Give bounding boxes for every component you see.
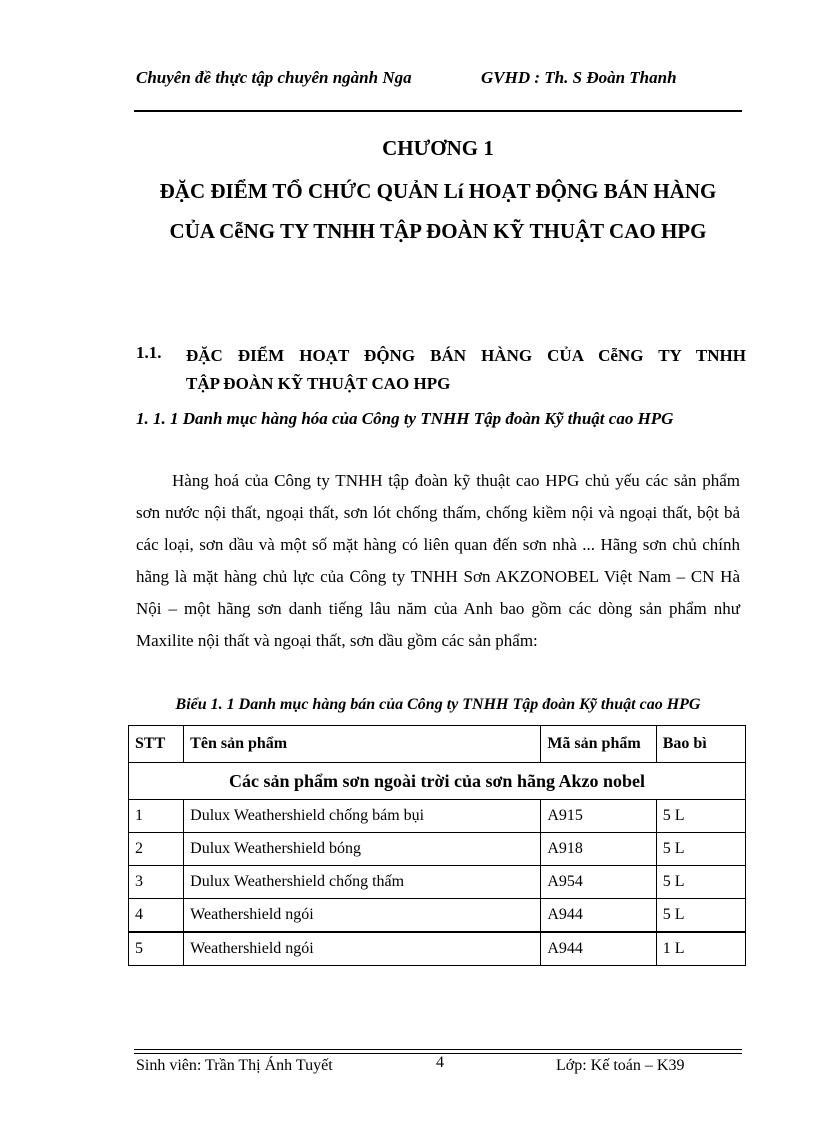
cell-product-name: Weathershield ngói [184, 899, 541, 933]
cell-packaging: 5 L [656, 899, 745, 933]
section-title-line2: TẬP ĐOÀN KỸ THUẬT CAO HPG [186, 374, 451, 393]
cell-stt: 5 [129, 932, 184, 966]
footer-class: Lớp: Kế toán – K39 [556, 1057, 685, 1074]
cell-product-code: A915 [541, 800, 656, 833]
cell-product-name: Dulux Weathershield chống bám bụi [184, 800, 541, 833]
table-row [129, 866, 746, 899]
header-packaging: Bao bì [656, 726, 745, 763]
footer-divider [134, 1049, 742, 1050]
header-product-name: Tên sản phẩm [184, 726, 541, 763]
page-number: 4 [436, 1054, 444, 1071]
group-label: Các sản phẩm sơn ngoài trời của sơn hãng Akzo nobel [129, 763, 746, 800]
body-paragraph: Hàng hoá của Công ty TNHH tập đoàn kỹ thuật cao HPG chủ yếu các sản phẩm sơn nước nội thất, ngoại thất, sơn lót chống thấm, chống kiềm nội và ngoại thất, bột bả các loại, sơn dầu và một số mặt hàng có liên quan đến sơn nhà ... Hãng sơn chủ chính hãng là mặt hàng chủ lực của Công ty TNHH Sơn AKZONOBEL Việt Nam – CN Hà Nội – một hãng sơn danh tiếng lâu năm của Anh bao gồm các dòng sản phẩm như Maxilite nội thất và ngoại thất, sơn dầu gồm các sản phẩm: [136, 471, 740, 650]
product-table [128, 725, 746, 966]
cell-packaging: 5 L [656, 833, 745, 866]
header-supervisor: GVHD : Th. S Đoàn Thanh [481, 68, 677, 87]
cell-stt: 3 [129, 866, 184, 899]
cell-packaging: 1 L [656, 932, 745, 966]
footer-student: Sinh viên: Trần Thị Ánh Tuyết [136, 1057, 333, 1074]
chapter-title: ĐẶC ĐIỂM TỔ CHỨC QUẢN Lí HOẠT ĐỘNG BÁN HÀNG CỦA CễNG TY TNHH TẬP ĐOÀN KỸ THUẬT CAO HPG [159, 179, 717, 243]
header-stt: STT [129, 726, 184, 763]
cell-stt: 1 [129, 800, 184, 833]
section-number: 1.1. [136, 343, 162, 362]
table-row [129, 800, 746, 833]
cell-product-name: Weathershield ngói [184, 932, 541, 966]
table-header-row [129, 726, 746, 763]
cell-product-code: A954 [541, 866, 656, 899]
table-row [129, 932, 746, 966]
section-title-line1: ĐẶC ĐIỂM HOẠT ĐỘNG BÁN HÀNG CỦA CễNG TY TNHH [186, 346, 746, 365]
cell-stt: 2 [129, 833, 184, 866]
table-group-row [129, 763, 746, 800]
cell-product-name: Dulux Weathershield chống thấm [184, 866, 541, 899]
cell-product-name: Dulux Weathershield bóng [184, 833, 541, 866]
cell-packaging: 5 L [656, 800, 745, 833]
table-row [129, 899, 746, 933]
table-row [129, 833, 746, 866]
cell-product-code: A944 [541, 899, 656, 933]
chapter-number: CHƯƠNG 1 [382, 136, 494, 160]
cell-packaging: 5 L [656, 866, 745, 899]
cell-stt: 4 [129, 899, 184, 933]
header-course-title: Chuyên đề thực tập chuyên ngành Nga [136, 68, 412, 87]
subsection-title: 1. 1. 1 Danh mục hàng hóa của Công ty TNHH Tập đoàn Kỹ thuật cao HPG [136, 409, 674, 428]
table-caption: Biểu 1. 1 Danh mục hàng bán của Công ty TNHH Tập đoàn Kỹ thuật cao HPG [175, 696, 701, 713]
header-product-code: Mã sản phẩm [541, 726, 656, 763]
header-divider [134, 110, 742, 112]
cell-product-code: A918 [541, 833, 656, 866]
cell-product-code: A944 [541, 932, 656, 966]
